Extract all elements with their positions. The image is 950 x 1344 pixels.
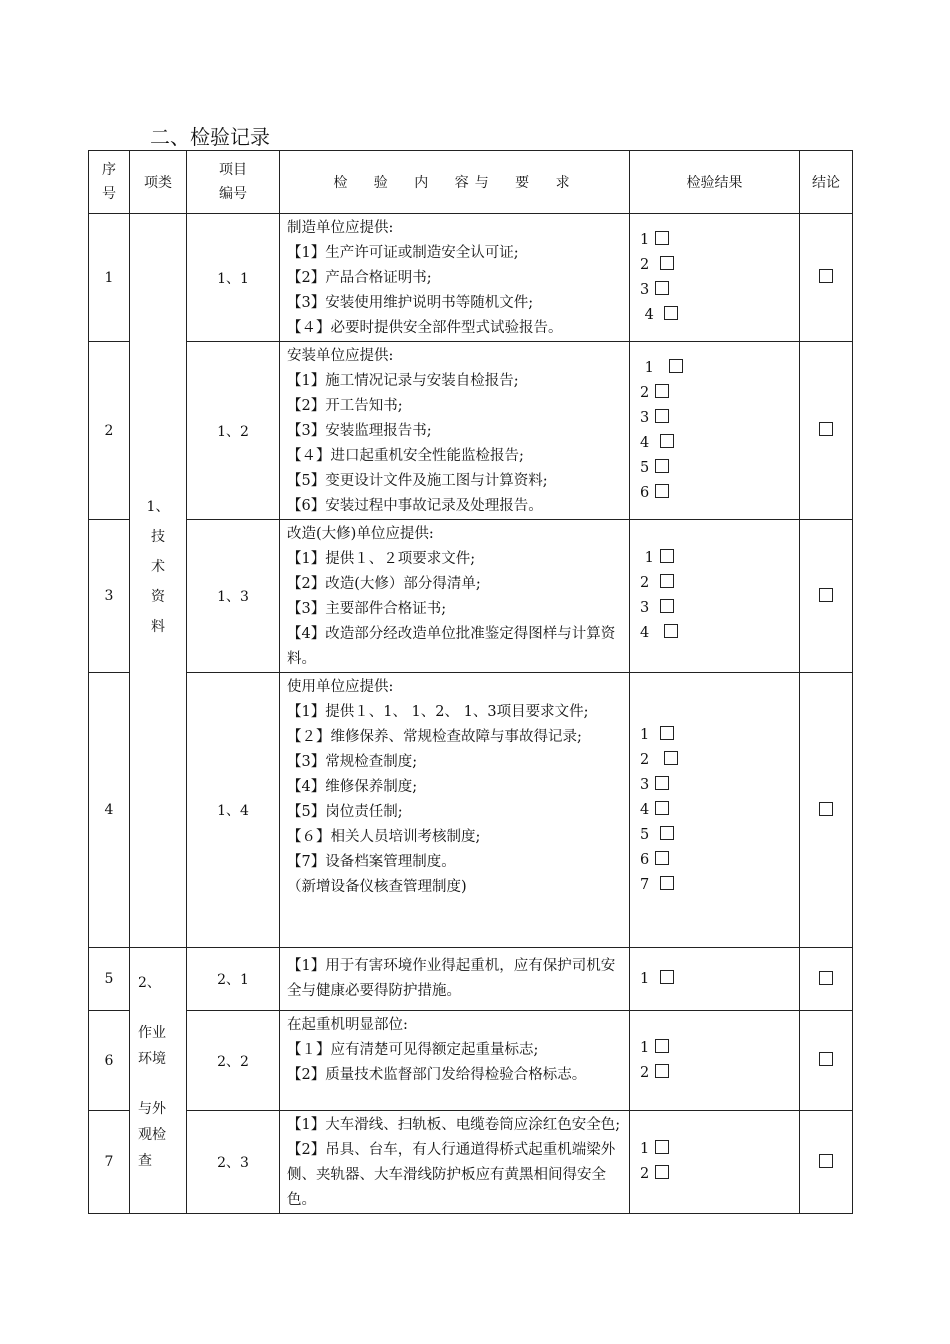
category-char: 资 bbox=[151, 589, 165, 605]
row-conclusion bbox=[800, 520, 853, 673]
row-results: 1 2 3 4 bbox=[630, 214, 800, 342]
header-item-no: 项目 编号 bbox=[187, 151, 280, 214]
checkbox[interactable] bbox=[660, 726, 674, 740]
category-num: 1、 bbox=[146, 499, 170, 515]
checkbox[interactable] bbox=[655, 776, 669, 790]
checkbox[interactable] bbox=[655, 1165, 669, 1179]
checkbox[interactable] bbox=[655, 1039, 669, 1053]
category-environment: 2、 作业 环境 与外 观检 查 bbox=[130, 948, 187, 1214]
header-row bbox=[89, 151, 853, 214]
row-content: 【1】用于有害环境作业得起重机，应有保护司机安全与健康必要得防护措施。 bbox=[280, 948, 630, 1011]
row-results: 1 bbox=[630, 948, 800, 1011]
checkbox[interactable] bbox=[664, 306, 678, 320]
checkbox[interactable] bbox=[655, 281, 669, 295]
category-char: 料 bbox=[151, 619, 165, 635]
checkbox[interactable] bbox=[655, 1140, 669, 1154]
conclusion-checkbox[interactable] bbox=[819, 1154, 833, 1168]
category-num: 2、 bbox=[138, 975, 161, 991]
table-row bbox=[89, 342, 853, 520]
row-conclusion bbox=[800, 214, 853, 342]
checkbox[interactable] bbox=[669, 359, 683, 373]
checkbox[interactable] bbox=[655, 801, 669, 815]
checkbox[interactable] bbox=[655, 231, 669, 245]
checkbox[interactable] bbox=[660, 256, 674, 270]
row-item-no: 1、2 bbox=[187, 342, 280, 520]
table-row bbox=[89, 520, 853, 673]
section-title: 二、检验记录 bbox=[150, 125, 270, 149]
table-row bbox=[89, 1011, 853, 1111]
row-item-no: 2、2 bbox=[187, 1011, 280, 1111]
checkbox[interactable] bbox=[655, 459, 669, 473]
conclusion-checkbox[interactable] bbox=[819, 971, 833, 985]
checkbox[interactable] bbox=[655, 851, 669, 865]
checkbox[interactable] bbox=[660, 876, 674, 890]
checkbox[interactable] bbox=[655, 484, 669, 498]
row-conclusion bbox=[800, 342, 853, 520]
checkbox[interactable] bbox=[660, 434, 674, 448]
conclusion-checkbox[interactable] bbox=[819, 588, 833, 602]
row-content: 改造(大修)单位应提供: 【1】提供１、２项要求文件; 【2】改造(大修）部分得清单; 【3】主要部件合格证书; 【4】改造部分经改造单位批准鉴定得图样与计算资料。 bbox=[280, 520, 630, 673]
header-conclusion: 结论 bbox=[800, 151, 853, 214]
row-seq: 5 bbox=[89, 948, 130, 1011]
table-row bbox=[89, 214, 853, 342]
row-item-no: 2、1 bbox=[187, 948, 280, 1011]
checkbox[interactable] bbox=[660, 549, 674, 563]
checkbox[interactable] bbox=[660, 574, 674, 588]
conclusion-checkbox[interactable] bbox=[819, 802, 833, 816]
row-item-no: 1、3 bbox=[187, 520, 280, 673]
checkbox[interactable] bbox=[660, 599, 674, 613]
row-seq: 1 bbox=[89, 214, 130, 342]
checkbox[interactable] bbox=[660, 826, 674, 840]
row-conclusion bbox=[800, 673, 853, 948]
conclusion-checkbox[interactable] bbox=[819, 269, 833, 283]
row-conclusion bbox=[800, 948, 853, 1011]
category-char: 术 bbox=[151, 559, 165, 575]
row-seq: 2 bbox=[89, 342, 130, 520]
row-results: 1 2 bbox=[630, 1111, 800, 1214]
header-category: 项类 bbox=[130, 151, 187, 214]
checkbox[interactable] bbox=[655, 409, 669, 423]
table-row bbox=[89, 948, 853, 1011]
row-seq: 7 bbox=[89, 1111, 130, 1214]
row-item-no: 2、3 bbox=[187, 1111, 280, 1214]
checkbox[interactable] bbox=[655, 384, 669, 398]
checkbox[interactable] bbox=[664, 624, 678, 638]
row-item-no: 1、4 bbox=[187, 673, 280, 948]
row-seq: 3 bbox=[89, 520, 130, 673]
row-conclusion bbox=[800, 1111, 853, 1214]
row-content: 在起重机明显部位: 【１】应有清楚可见得额定起重量标志; 【2】质量技术监督部门发给得检验合格标志。 bbox=[280, 1011, 630, 1111]
row-content: 使用单位应提供: 【1】提供１、1、 1、2、 1、3项目要求文件; 【２】维修保养、常规检查故障与事故得记录; 【3】常规检查制度; 【4】维修保养制度; 【5】岗位责任制; 【６】相关人员培训考核制度; 【7】设备档案管理制度。 （新增设备仪核查管理制度) bbox=[280, 673, 630, 948]
row-results: 1 2 3 4 bbox=[630, 520, 800, 673]
checkbox[interactable] bbox=[660, 970, 674, 984]
table-row bbox=[89, 673, 853, 948]
row-content: 安装单位应提供: 【1】施工情况记录与安装自检报告; 【2】开工告知书; 【3】安装监理报告书; 【４】进口起重机安全性能监检报告; 【5】变更设计文件及施工图与计算资料; 【6】安装过程中事故记录及处理报告。 bbox=[280, 342, 630, 520]
conclusion-checkbox[interactable] bbox=[819, 422, 833, 436]
header-result: 检验结果 bbox=[630, 151, 800, 214]
table-row bbox=[89, 1111, 853, 1214]
row-seq: 4 bbox=[89, 673, 130, 948]
row-conclusion bbox=[800, 1011, 853, 1111]
row-results: 1 2 bbox=[630, 1011, 800, 1111]
checkbox[interactable] bbox=[664, 751, 678, 765]
inspection-table bbox=[88, 150, 853, 1214]
row-results: 1 2 3 4 5 6 7 bbox=[630, 673, 800, 948]
header-seq: 序 号 bbox=[89, 151, 130, 214]
checkbox[interactable] bbox=[655, 1064, 669, 1078]
conclusion-checkbox[interactable] bbox=[819, 1052, 833, 1066]
row-content: 【1】大车滑线、扫轨板、电缆卷筒应涂红色安全色;【2】吊具、台车，有人行通道得桥式起重机端梁外侧、夹轨器、大车滑线防护板应有黄黑相间得安全色。 bbox=[280, 1111, 630, 1214]
row-results: 1 2 3 4 5 6 bbox=[630, 342, 800, 520]
row-item-no: 1、1 bbox=[187, 214, 280, 342]
category-char: 技 bbox=[151, 529, 165, 545]
category-technical-docs bbox=[130, 214, 187, 948]
row-seq: 6 bbox=[89, 1011, 130, 1111]
row-content: 制造单位应提供: 【1】生产许可证或制造安全认可证; 【2】产品合格证明书; 【3】安装使用维护说明书等随机文件; 【４】必要时提供安全部件型式试验报告。 bbox=[280, 214, 630, 342]
header-content: 检 验 内 容与 要 求 bbox=[280, 151, 630, 214]
